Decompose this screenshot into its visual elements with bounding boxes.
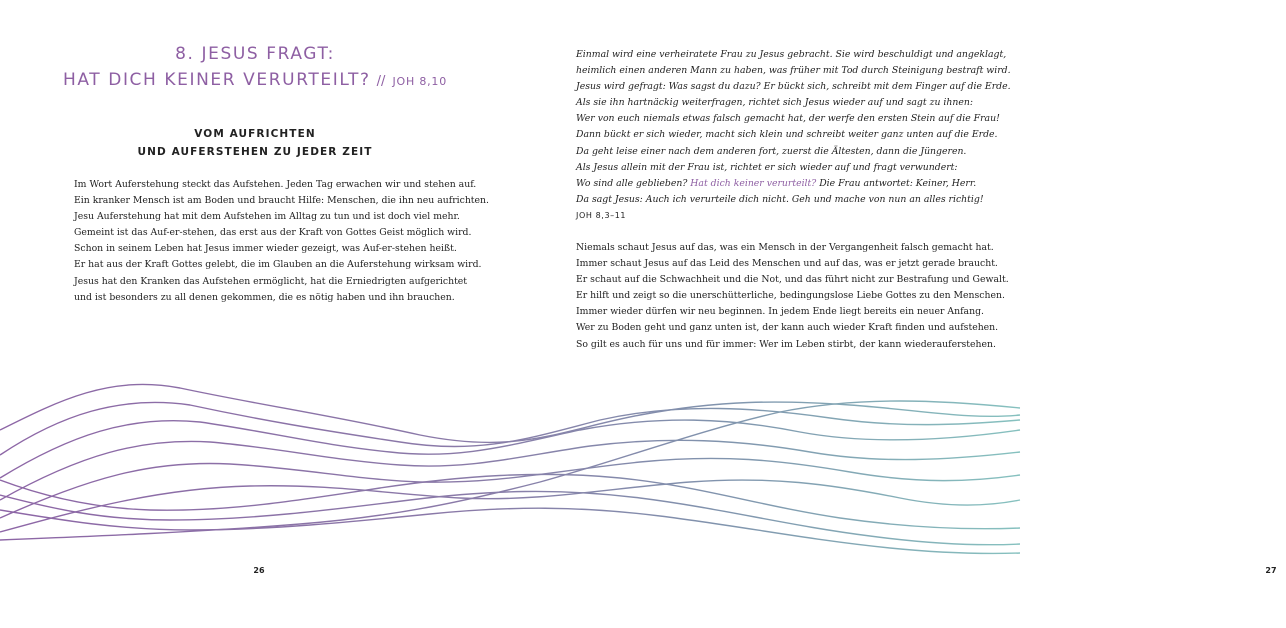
subheading-line2: UND AUFERSTEHEN ZU JEDER ZEIT: [137, 146, 373, 158]
bible-quote: [576, 47, 1011, 224]
chapter-title-line1: 8. JESUS FRAGT:: [175, 44, 335, 64]
chapter-ref-slash: //: [376, 74, 386, 89]
text-line: Er hilft und zeigt so die unerschütterliche, bedingungslose Liebe Gottes zu den Menschen.: [576, 290, 1005, 302]
text-line: Immer wieder dürfen wir neu beginnen. In jedem Ende liegt bereits ein neuer Anfang.: [576, 306, 984, 318]
page-number-left: 26: [253, 566, 265, 575]
text-line: Er schaut auf die Schwachheit und die Not, und das führt nicht zur Bestrafung und Gewalt.: [576, 274, 1009, 286]
quote-reference: JOH 8,3–11: [576, 210, 627, 220]
text-line: und ist besonders zu all denen gekommen, die es nötig haben und ihn brauchen.: [74, 291, 455, 303]
page-number-right: 27: [1265, 566, 1277, 575]
quote-text: Die Frau antwortet: Keiner, Herr.: [816, 177, 977, 189]
text-line: Jesus hat den Kranken das Aufstehen ermöglicht, hat die Erniedrigten aufgerichtet: [74, 275, 468, 287]
wave-line: [0, 491, 1020, 544]
wave-line: [0, 440, 1020, 500]
subheading-line1: VOM AUFRICHTEN: [194, 128, 316, 140]
quote-line: Da sagt Jesus: Auch ich verurteile dich nicht. Geh und mache von nun an alles richtig!: [576, 193, 984, 205]
quote-line: [576, 176, 996, 192]
quote-line: Als sie ihn hartnäckig weiterfragen, richtet sich Jesus wieder auf und sagt zu ihnen:: [576, 97, 973, 109]
text-line: Immer schaut Jesus auf das Leid des Menschen und auf das, was er jetzt gerade braucht.: [576, 258, 998, 270]
quote-line: Dann bückt er sich wieder, macht sich klein und schreibt weiter ganz unten auf die Erde.: [576, 129, 998, 141]
wave-line: [0, 480, 1020, 532]
text-line: Ein kranker Mensch ist am Boden und braucht Hilfe: Menschen, die ihn neu aufrichten.: [74, 195, 489, 207]
text-line: Niemals schaut Jesus auf das, was ein Mensch in der Vergangenheit falsch gemacht hat.: [576, 242, 994, 253]
text-line: Jesu Auferstehung hat mit dem Aufstehen im Alltag zu tun und ist doch viel mehr.: [74, 211, 460, 223]
wave-line: [0, 474, 1020, 528]
quote-line: Als Jesus allein mit der Frau ist, richtet er sich wieder auf und fragt verwundert:: [576, 161, 958, 173]
quote-text: Wo sind alle geblieben?: [576, 177, 691, 189]
wave-line: [0, 420, 1020, 478]
quote-line: Jesus wird gefragt: Was sagst du dazu? Er bückt sich, schreibt mit dem Finger auf die Erde.: [576, 81, 1011, 93]
text-line: Er hat aus der Kraft Gottes gelebt, die im Glauben an die Auferstehung wirksam wird.: [74, 259, 482, 271]
left-body-text: [74, 177, 489, 306]
text-line: Gemeint ist das Auf-er-stehen, das erst aus der Kraft von Gottes Geist möglich wird.: [74, 227, 472, 239]
wave-line: [0, 402, 1020, 455]
right-body-text: [576, 240, 1009, 353]
chapter-ref: JOH 8,10: [392, 75, 448, 88]
quote-line: Einmal wird eine verheiratete Frau zu Jesus gebracht. Sie wird beschuldigt und angeklagt,: [576, 49, 1007, 60]
chapter-title-line2: [0, 70, 510, 90]
wave-lines-icon: [0, 360, 1020, 560]
quote-line: Da geht leise einer nach dem anderen fort, zuerst die Ältesten, dann die Jüngeren.: [576, 145, 967, 157]
quote-highlight: Hat dich keiner verurteilt?: [690, 177, 817, 189]
quote-line: heimlich einen anderen Mann zu haben, was früher mit Tod durch Steinigung bestraft wird.: [576, 65, 1011, 77]
quote-line: Wer von euch niemals etwas falsch gemacht hat, der werfe den ersten Stein auf die Frau!: [576, 113, 1000, 125]
wave-line: [0, 384, 1020, 442]
wave-line: [0, 508, 1020, 553]
chapter-question: HAT DICH KEINER VERURTEILT?: [62, 70, 371, 90]
text-line: Schon in seinem Leben hat Jesus immer wieder gezeigt, was Auf-er-stehen heißt.: [74, 243, 457, 255]
text-line: So gilt es auch für uns und für immer: Wer im Leben stirbt, der kann wiederauferstehen.: [576, 338, 996, 350]
text-line: Wer zu Boden geht und ganz unten ist, der kann auch wieder Kraft finden und aufstehen.: [576, 322, 999, 334]
text-line: Im Wort Auferstehung steckt das Aufstehen. Jeden Tag erwachen wir und stehen auf.: [74, 179, 477, 190]
